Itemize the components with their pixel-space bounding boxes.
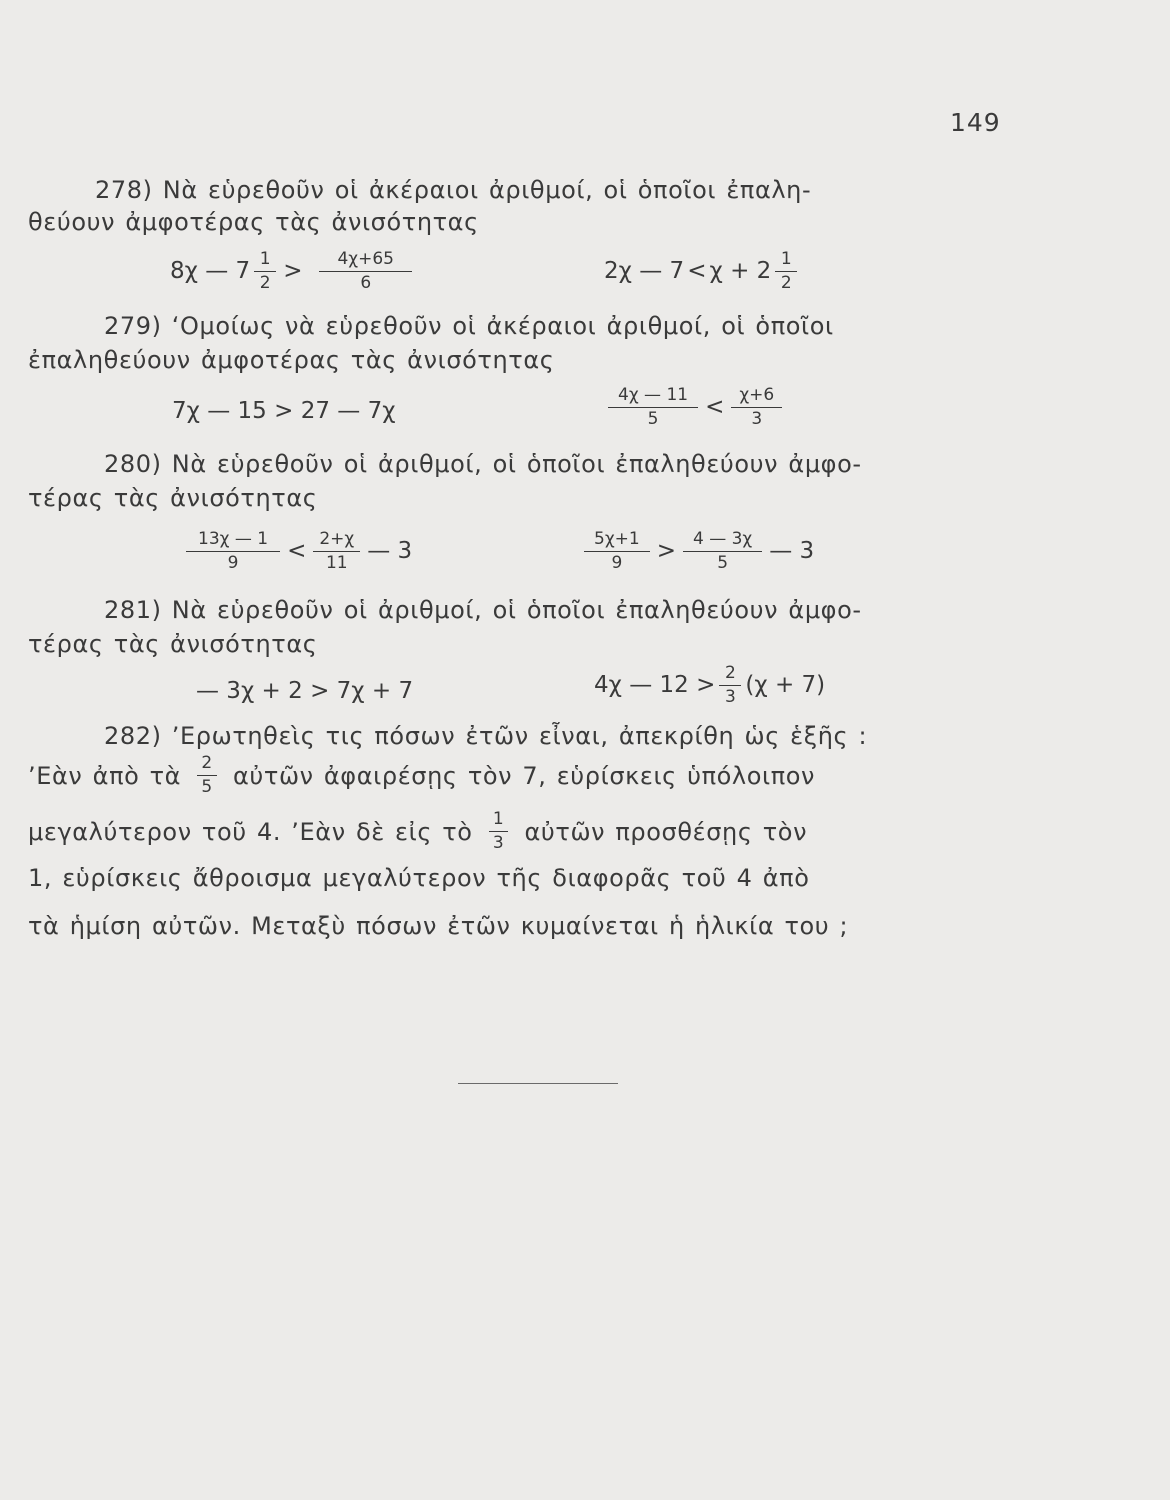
problem-281-line-1: 281) Νὰ εὑρεθοῦν οἱ ἀριθμοί, οἱ ὁποῖοι ἐπαληθεύουν ἀμφο- <box>104 596 862 624</box>
mixed-fraction <box>254 250 276 292</box>
fraction-numerator: χ+6 <box>731 386 782 408</box>
problem-282-line-3 <box>28 809 808 854</box>
problem-278-inequality-1 <box>170 250 416 292</box>
tail-term: — 3 <box>367 538 413 565</box>
inequality-sign: < <box>705 394 725 421</box>
lhs-term: 8χ — 7 <box>170 258 251 285</box>
fraction-denominator: 9 <box>611 552 623 573</box>
fraction-numerator: 4 — 3χ <box>683 530 762 552</box>
problem-280-line-1: 280) Νὰ εὑρεθοῦν οἱ ἀριθμοί, οἱ ὁποῖοι ἐπαληθεύουν ἀμφο- <box>104 450 862 478</box>
fraction <box>584 530 650 572</box>
problem-279-inequality-2 <box>604 386 786 428</box>
tail-term: — 3 <box>769 538 815 565</box>
problem-281-line-2: τέρας τὰς ἀνισότητας <box>28 630 318 658</box>
fraction-numerator: 1 <box>489 810 508 832</box>
fraction-denominator: 2 <box>259 272 271 293</box>
fraction <box>719 664 741 706</box>
problem-282-line-5: τὰ ἡμίση αὐτῶν. Μεταξὺ πόσων ἐτῶν κυμαίνεται ἡ ἡλικία του ; <box>28 912 849 940</box>
problem-281-inequality-2 <box>594 664 825 706</box>
problem-280-inequality-2 <box>580 530 817 572</box>
text-segment: ʼΕὰν ἀπὸ τὰ <box>28 762 182 791</box>
fraction-denominator: 3 <box>724 686 736 707</box>
fraction-denominator: 6 <box>360 272 372 293</box>
fraction-numerator: 2 <box>197 754 216 776</box>
tail-term: (χ + 7) <box>745 672 826 699</box>
fraction <box>313 530 360 572</box>
text-segment: αὐτῶν προσθέσῃς τὸν <box>524 818 808 847</box>
fraction-denominator: 9 <box>227 552 239 573</box>
lhs-term: 4χ — 12 > <box>594 672 716 699</box>
fraction <box>683 530 762 572</box>
text-segment: μεγαλύτερον τοῦ 4. ʼΕὰν δὲ εἰς τὸ <box>28 818 473 847</box>
fraction-denominator: 2 <box>780 272 792 293</box>
fraction-numerator: 4χ+65 <box>319 250 412 272</box>
fraction-numerator: 1 <box>775 250 797 272</box>
problem-279-line-2: ἐπαληθεύουν ἀμφοτέρας τὰς ἀνισότητας <box>28 346 555 374</box>
fraction <box>197 754 216 796</box>
fraction-denominator: 3 <box>751 408 763 429</box>
problem-278-inequality-2 <box>604 250 801 292</box>
text-segment: αὐτῶν ἀφαιρέσῃς τὸν 7, εὑρίσκεις ὑπόλοιπον <box>233 762 816 791</box>
problem-279-line-1: 279) ʻΟμοίως νὰ εὑρεθοῦν οἱ ἀκέραιοι ἀριθμοί, οἱ ὁποῖοι <box>104 312 834 340</box>
fraction-numerator: 5χ+1 <box>584 530 650 552</box>
fraction-denominator: 5 <box>717 552 729 573</box>
fraction-denominator: 3 <box>492 832 505 853</box>
section-divider <box>458 1083 618 1084</box>
fraction-numerator: 1 <box>254 250 276 272</box>
inequality-sign: > <box>656 538 676 565</box>
fraction-denominator: 5 <box>201 776 213 797</box>
problem-280-line-2: τέρας τὰς ἀνισότητας <box>28 484 318 512</box>
mixed-fraction <box>775 250 797 292</box>
problem-282-line-1: 282) ʼΕρωτηθεὶς τις πόσων ἐτῶν εἶναι, ἀπεκρίθη ὡς ἑξῆς : <box>104 722 868 750</box>
page-number: 149 <box>950 108 1001 137</box>
fraction <box>186 530 280 572</box>
inequality-sign: < <box>687 258 707 285</box>
fraction-denominator: 5 <box>647 408 659 429</box>
problem-278-line-2: θεύουν ἀμφοτέρας τὰς ἀνισότητας <box>28 208 479 236</box>
problem-282-line-2 <box>28 753 816 798</box>
rhs-term: χ + 2 <box>709 258 772 285</box>
lhs-term: 2χ — 7 <box>604 258 685 285</box>
fraction-numerator: 2 <box>719 664 741 686</box>
problem-278-line-1: 278) Νὰ εὑρεθοῦν οἱ ἀκέραιοι ἀριθμοί, οἱ ὁποῖοι ἐπαλη- <box>95 176 812 204</box>
fraction <box>608 386 698 428</box>
problem-280-inequality-1 <box>182 530 415 572</box>
fraction-numerator: 2+χ <box>313 530 360 552</box>
fraction <box>731 386 782 428</box>
fraction <box>489 810 508 852</box>
fraction-numerator: 4χ — 11 <box>608 386 698 408</box>
fraction <box>319 250 412 292</box>
inequality-sign: > <box>283 258 303 285</box>
problem-282-line-4: 1, εὑρίσκεις ἄθροισμα μεγαλύτερον τῆς διαφορᾶς τοῦ 4 ἀπὸ <box>28 864 810 892</box>
fraction-numerator: 13χ — 1 <box>186 530 280 552</box>
fraction-denominator: 11 <box>325 552 348 573</box>
inequality-sign: < <box>287 538 307 565</box>
problem-279-inequality-1: 7χ — 15 > 27 — 7χ <box>172 398 396 424</box>
problem-281-inequality-1: — 3χ + 2 > 7χ + 7 <box>196 678 414 704</box>
